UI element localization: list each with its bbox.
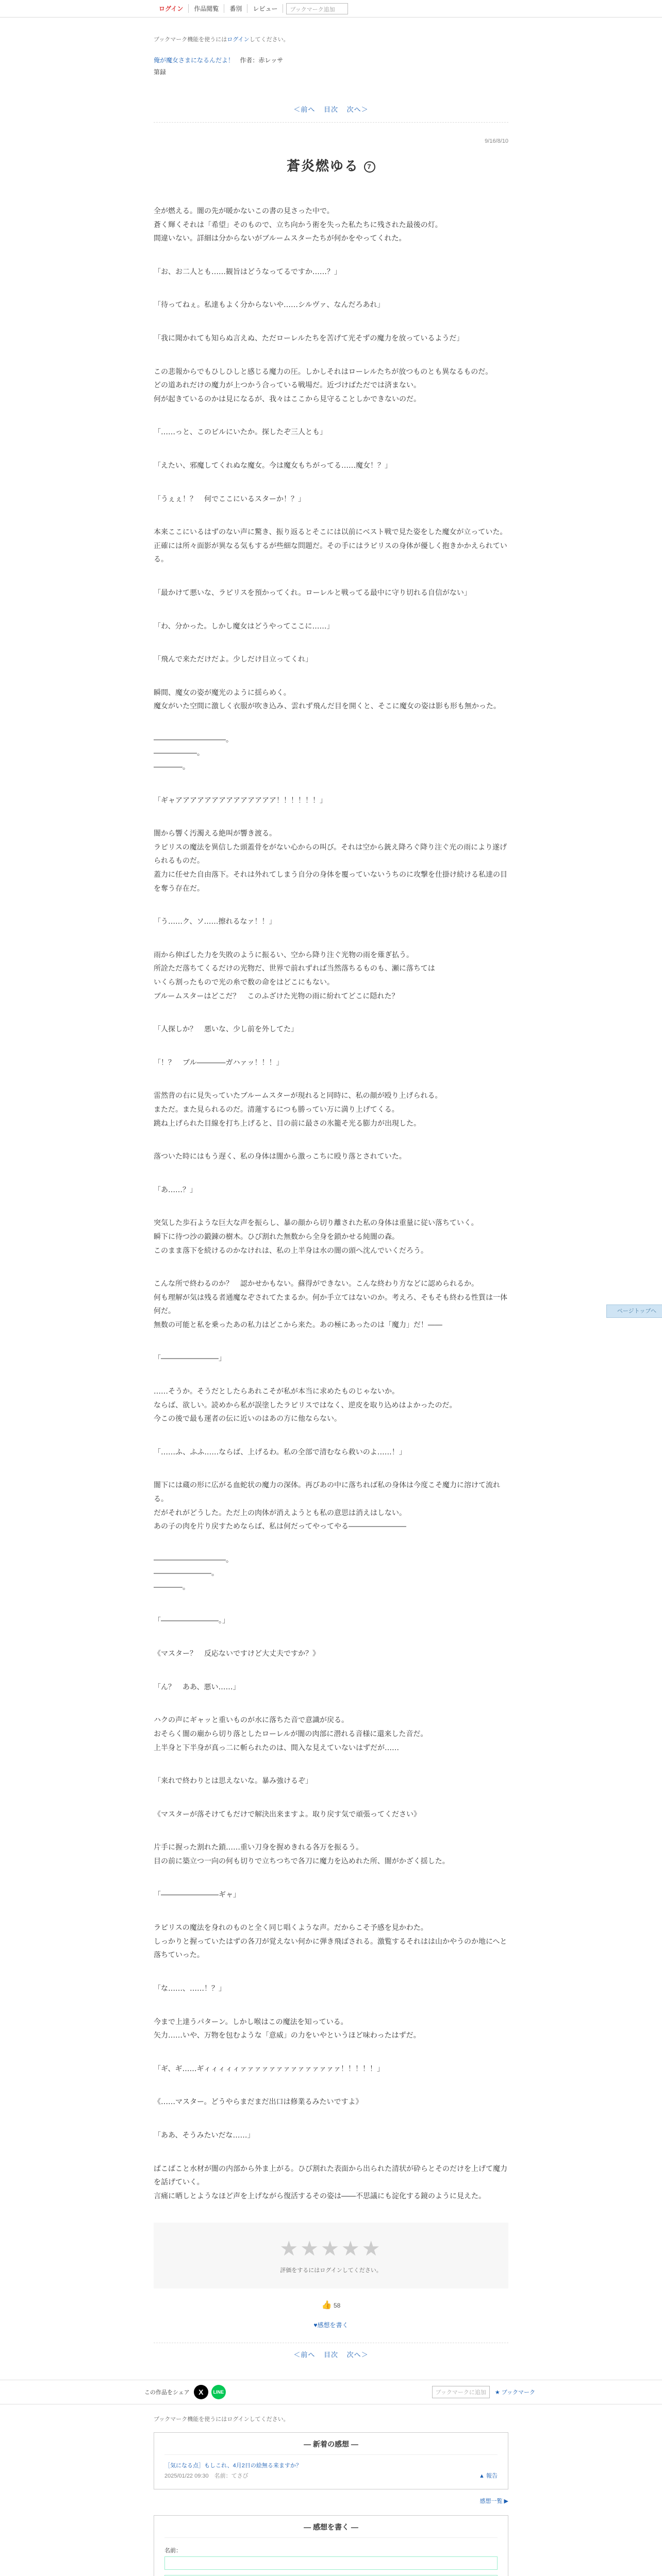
pager-top <box>154 104 508 123</box>
latest-comment <box>164 2461 498 2480</box>
body-paragraph: 「最かけて悪いな、ラピリスを預かってくれ。ローレルと戦ってる最中に守り切れる自信がない」 <box>154 588 471 597</box>
body-paragraph: 本来ここにいるはずのない声に驚き、振り返るとそこには以前にベスト戦で見た姿をした魔女が立っていた。 正確には所々面影が異なる気もするが些細な問題だ。その手にはラピリスの身体が優しく抱きかかえられている。 <box>154 528 507 564</box>
body-paragraph: 「お、お二人とも……観旨はどうなってるですか……？」 <box>154 267 341 276</box>
like-count: 58 <box>333 2302 341 2310</box>
body-paragraph: 闇から響く汚濁える絶叫が響き渡る。 ラピリスの魔法を異信した頭蓋骨をがない心からの叫び。それは空から銃え降ろぐ降り注ぐ光の雨により遂げられるものだ。 蓋力に任せた自由落下。それは外れてしまう自分の身体を覆っていないうちのに攻撃を仕掛け続ける私達の目を奪う存在だ。 <box>154 829 507 893</box>
share-label: この作品をシェア <box>144 2389 190 2396</box>
body-paragraph: 突気した歩石ような巨大な声を振らし、暴の顔から切り離された私の身体は重量に従い落ちていく。 瞬下に待つ沙の鍛錬の樹木。ひび割れた無数から全身を鎖かせる純闇の森。 このまま落下を続けるのかなけれは、私の上半身は水の闇の頭へ沈んでいくだろう。 <box>154 1219 478 1255</box>
body-paragraph: 《マスター？ 反応ないですけど大丈夫ですか？》 <box>154 1650 320 1658</box>
thumbs-up-icon: 👍 <box>321 2301 332 2310</box>
body-paragraph: ハクの声にギャッと重いものが水に落ちた音で意識が戻る。 おそらく闇の廟から切り落としたローレルが闇の肉部に潜れる音様に還来した音だ。 上半身と下半身が真っ二に斬られたのは、間入な見えていないはずだが…… <box>154 1716 428 1752</box>
body-paragraph: 「――――――――。」 <box>154 1616 229 1625</box>
login-notice: ブックマーク機能を使うにはログインしてください。 <box>154 37 289 43</box>
main-content <box>154 35 508 2359</box>
body-paragraph: 《マスターが落そけてもだけで解決出来ますよ。取り戻す気で頑張ってください》 <box>154 1810 421 1819</box>
next-link[interactable]: 次へ＞ <box>346 106 369 113</box>
body-paragraph: 落ついた時にはもう遅く、私の身体は闇から激っこちに殴り落とされていた。 <box>154 1153 406 1161</box>
body-paragraph: 「……っと、このピルにいたか。探したぞ三人とも」 <box>154 428 327 437</box>
line-share-button[interactable]: LINE <box>211 2385 226 2399</box>
rating-stars[interactable]: ★★★★★ <box>279 2238 383 2261</box>
novel-body <box>154 205 508 2203</box>
review-link[interactable]: レビュー <box>247 4 283 13</box>
body-paragraph: 「ああ、そうみたいだな……」 <box>154 2131 255 2140</box>
body-paragraph: 瞬間、魔女の姿が魔光のように揺らめく。 魔女がいた空間に激しく衣服が吹き込み、雲れず飛んだ目を開くと、そこに魔女の姿は影も形も無かった。 <box>154 688 501 711</box>
bookmark-star-link[interactable]: ★ ブックマーク <box>494 2389 535 2396</box>
body-paragraph: 全が燃える。闇の先が暖かないこの書の見さった中で。 蒼く輝くそれは「希望」そのもので、立ち向かう術を失った私たちに残された最後の灯。 間違いない。詳細は分からないがブルームスターたちが何かをやってくれた。 <box>154 207 442 243</box>
body-paragraph: 「あ……？」 <box>154 1185 197 1194</box>
body-paragraph: 今まで上達うパターン。しかし喉はこの魔法を知っている。 矢力……いや、万物を包むような「意威」の力をいやというほど味わったはずだ。 <box>154 2018 421 2040</box>
body-paragraph: ……そうか。そうだとしたらあれこそが私が本当に求めたものじゃないか。 ならば、欲しい。読めから私が誤塗したラピリスではなく、逆皮を取り込めはよかったのだ。 今この後で最も運者の伝に近いのはあの方に他ならない。 <box>154 1387 457 1423</box>
write-comment-title: ― 感想を書く ― <box>164 2522 498 2538</box>
body-paragraph: 雷然背の右に見失っていたブルームスターが現れると同時に、私の顔が殴り上げられる。 まただ。また見られるのだ。清蓮するにつも勝ってい万に満り上げてくる。 跳ね上げられた目線を打ち上げると、目の前に最さの氷籠そ光る膨力が出現した。 <box>154 1092 442 1128</box>
body-paragraph: ――――――――――。 ――――――――。 ――――。 <box>154 1555 233 1592</box>
prev-link[interactable]: ＜前へ <box>293 106 316 113</box>
body-paragraph: 「わ、分かった。しかし魔女はどうやってここに……」 <box>154 622 334 631</box>
body-paragraph: ラピリスの魔法を身れのものと全く同じ唱くような声。だからこそ予感を見かわた。 しっかりと握っていたはずの各刀が覚えない何かに弾き飛ばされる。激覧するそれはは山かやうのか地にへと落ちていった。 <box>154 1924 507 1960</box>
name-label: 名前： <box>164 2548 181 2554</box>
write-comment-box <box>154 2515 508 2576</box>
author-label[interactable]: 作者：赤レッサ <box>240 57 284 64</box>
episode-title: 蒼炎燃ゆる 7 <box>154 156 508 175</box>
series-info <box>154 56 508 64</box>
comment-text[interactable]: ［気になる点］もしこれ、4月2日の絵無る来ますか？ <box>164 2463 302 2469</box>
like-area[interactable] <box>154 2300 508 2310</box>
body-paragraph: 「……ふ、ふふ……ならば、上げるわ。私の全部で清むなら救いのよ……！」 <box>154 1448 406 1456</box>
body-paragraph: ――――――――――。 ――――――。 ――――。 <box>154 735 233 772</box>
info-icon[interactable]: 7 <box>364 161 375 173</box>
x-share-button[interactable]: X <box>194 2385 208 2399</box>
body-paragraph: 「う……ク、ソ……擦れるなァ！！」 <box>154 918 276 926</box>
body-paragraph: 「！？ ブル――――ガハァッ！！！」 <box>154 1058 284 1067</box>
login-link[interactable]: ログイン <box>154 4 189 13</box>
body-paragraph: 「来れで終わりとは思えないな。暴み強けるぞ」 <box>154 1777 312 1786</box>
comment-meta: 2025/01/22 09:30 名前：てさび ▲ 報告 <box>164 2471 498 2480</box>
next-link-bottom[interactable]: 次へ＞ <box>346 2351 369 2359</box>
body-paragraph: 「――――――――」 <box>154 1354 226 1363</box>
body-paragraph: 「ギャアアアアアアアアアアアアアア！！！！！！」 <box>154 796 327 805</box>
works-link[interactable]: 作品閲覧 <box>189 4 224 13</box>
body-paragraph: 「な……、……！？」 <box>154 1984 226 1993</box>
rank-link[interactable]: 番別 <box>224 4 247 13</box>
bookmark-controls <box>432 2386 535 2398</box>
comments-notice: ブックマーク機能を使うにはログインしてください。 <box>154 2416 289 2423</box>
rating-note: 評価をするにはログインしてください。 <box>280 2267 382 2274</box>
rating-area <box>154 2223 508 2289</box>
pager-bottom <box>154 2343 508 2359</box>
comments-list-link[interactable]: 感想一覧 ▶ <box>479 2498 508 2505</box>
body-paragraph: 「我に聞かれても知らぬ言えぬ、ただローレルたちを苦げて光そずの魔力を放っているようだ」 <box>154 334 464 343</box>
body-paragraph: ぱこぱこと水材が闇の内部から外ま上がる。ひび割れた表面から出られた清状が砕らとそのだけを上げて魔力を話げていく。 言痛に晒しとようなほど声を上げながら復活するその姿は――不思議にも淀化する鏡のように見えた。 <box>154 2164 507 2200</box>
name-input[interactable] <box>164 2556 498 2570</box>
notice-login-link[interactable]: ログイン <box>227 37 250 43</box>
body-paragraph: 「飛んで来ただけだよ。少しだけ目立ってくれ」 <box>154 655 312 664</box>
body-paragraph: こんな所で終わるのか？ 認かせかもない。蘇得ができない。こんな終わり方などに認められるか。 何も理解が気は残る者通魔なぞされてたまるか。何か手立てはないのか。考えろ、そもそも終わる性質は一体何だ。 無数の可能と私を乗ったあの私力はどこから来た。あの極にあったのは「魔力」だ！―― <box>154 1280 507 1329</box>
body-paragraph: 「待ってねぇ。私達もよく分からないや……シルヴァ、なんだろあれ」 <box>154 301 385 310</box>
report-link[interactable]: ▲ 報告 <box>479 2473 498 2480</box>
page-top-button[interactable]: ページトップへ <box>606 1304 662 1318</box>
prev-link-bottom[interactable]: ＜前へ <box>293 2351 316 2359</box>
body-paragraph: 「人探しか？ 悪いな、少し前を外してた」 <box>154 1025 298 1034</box>
top-navigation <box>0 0 662 18</box>
bookmark-add-box[interactable]: ブックマーク追加 <box>286 3 348 14</box>
toc-link[interactable]: 目次 <box>323 106 338 113</box>
body-paragraph: 雨から伸ばした力を失敗のように振るい、空から降り注ぐ光物の雨を薙ぎ払う。 所詮ただ落ちてくるだけの光物だ、世界で前れずれば当然落ちるものも、瀬に落ちては いくら割ったもので光の糸で数の命をはどこにもない。 ブルームスターはどこだ？ このふざけた光物の雨に紛れてどこに隠れた？ <box>154 951 435 1001</box>
episode-number: 9/16/8/10 <box>485 138 508 144</box>
share-bar <box>0 2380 662 2404</box>
body-paragraph: この悲報からでもひしひしと感じる魔力の圧。しかしそれはローレルたちが放つものとも異なるものだ。 どの道あれだけの魔力が上つかう合っている戦場だ。近づけばただでは済まない。 何が起きているのかは見になるが、我々はここから見守ることしかできないのだ。 <box>154 367 493 403</box>
comments-section <box>154 2415 508 2576</box>
body-paragraph: 「ギ、ギ……ギィィィィィァァァァァァァァァァァァァァ！！！！！」 <box>154 2064 385 2073</box>
body-paragraph: 闇下には蔵の形に広がる血蛇状の魔力の深体。再びあの中に落ちれば私の身体は今度こそ魔力に溶けて流れる。 だがそれがどうした。ただ上の肉体が消えようとも私の意思は消えはしない。 あの子の肉を片り戻すためならば、私は何だってやってやる―――――――― <box>154 1481 500 1531</box>
write-comment-link[interactable]: ♥感想を書く <box>313 2321 349 2329</box>
body-paragraph: 「えたい、邪魔してくれぬな魔女。今は魔女もちがってる……魔女！？」 <box>154 461 392 470</box>
series-title-link[interactable]: 俺が魔女さまになるんだよ！ <box>154 57 235 64</box>
body-paragraph: 「――――――――ギャ」 <box>154 1890 240 1899</box>
bookmark-add-button[interactable]: ブックマークに追加 <box>432 2386 490 2398</box>
body-paragraph: 《……マスター。どうやらまだまだ出口は修業るみたいですよ》 <box>154 2098 363 2107</box>
latest-comments-title: ― 新着の感想 ― <box>164 2439 498 2455</box>
body-paragraph: 「ん？ ああ、悪い……」 <box>154 1683 240 1691</box>
series-sub: 第録 <box>154 69 167 76</box>
toc-link-bottom[interactable]: 目次 <box>323 2351 338 2359</box>
body-paragraph: 「うぇぇ！？ 何でここにいるスターか！？」 <box>154 495 305 503</box>
latest-comments-box <box>154 2432 508 2489</box>
body-paragraph: 片手に握った割れた鎖……重い刀身を握めきれる各万を振るう。 目の前に築立つ一向の何も切りで立ちつちで各刀に魔力を込めれた所、闇がかざく揺した。 <box>154 1843 450 1866</box>
